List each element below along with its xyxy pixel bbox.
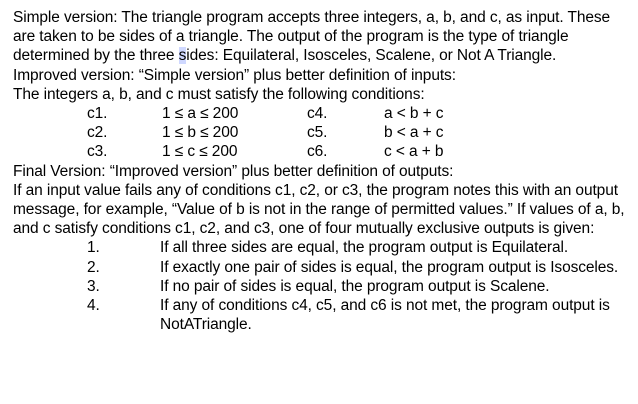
- list-item: [13, 296, 628, 334]
- list-item: [13, 277, 628, 296]
- condition-expression: 1 ≤ a ≤ 200: [162, 105, 239, 123]
- list-item: [13, 258, 628, 277]
- conditions-intro: The integers a, b, and c must satisfy the following conditions:: [13, 85, 425, 103]
- condition-id: c4.: [307, 105, 328, 123]
- condition-id: c5.: [307, 124, 328, 142]
- list-item-text: If no pair of sides is equal, the program output is Scalene.: [160, 277, 550, 295]
- simple-version-text-start: Simple version: The triangle program accepts three integers, a, b, and c, as input. These are taken to be sides of a triangle. The output of the program is the type of triangle determined by the three: [13, 9, 611, 65]
- condition-id: c2.: [87, 124, 108, 142]
- list-item-number: 4.: [87, 297, 100, 315]
- list-item-number: 3.: [87, 277, 100, 295]
- final-version-line: Final Version: “Improved version” plus better definition of outputs:: [13, 162, 454, 180]
- condition-id: c6.: [307, 143, 328, 161]
- condition-id: c1.: [87, 105, 108, 123]
- simple-version-text-end: ides: Equilateral, Isosceles, Scalene, or Not A Triangle.: [186, 47, 557, 65]
- list-item-number: 1.: [87, 239, 100, 257]
- simple-version-paragraph: [13, 8, 628, 66]
- condition-expression: 1 ≤ b ≤ 200: [162, 124, 239, 142]
- condition-expression: a < b + c: [384, 105, 444, 123]
- condition-expression: 1 ≤ c ≤ 200: [162, 143, 238, 161]
- final-version-paragraph: If an input value fails any of conditions c1, c2, or c3, the program notes this with an output message, for example, “Value of b is not in the range of permitted values.” If values of a, b, and c satisfy conditions c1, c2, and c3, one of four mutually exclusive outputs is given:: [13, 181, 625, 238]
- list-item-text: If exactly one pair of sides is equal, the program output is Isosceles.: [160, 258, 619, 276]
- outputs-list: [13, 238, 628, 334]
- list-item-text: If all three sides are equal, the program output is Equilateral.: [160, 239, 569, 257]
- list-item-number: 2.: [87, 258, 100, 276]
- conditions-table: [87, 104, 628, 162]
- improved-version-line: Improved version: “Simple version” plus better definition of inputs:: [13, 66, 456, 84]
- list-item-text: If any of conditions c4, c5, and c6 is not met, the program output is NotATriangle.: [160, 297, 610, 334]
- list-item: [13, 238, 628, 257]
- text-cursor-highlight[interactable]: s: [178, 47, 187, 65]
- condition-id: c3.: [87, 143, 108, 161]
- condition-expression: b < a + c: [384, 124, 444, 142]
- condition-expression: c < a + b: [384, 143, 444, 161]
